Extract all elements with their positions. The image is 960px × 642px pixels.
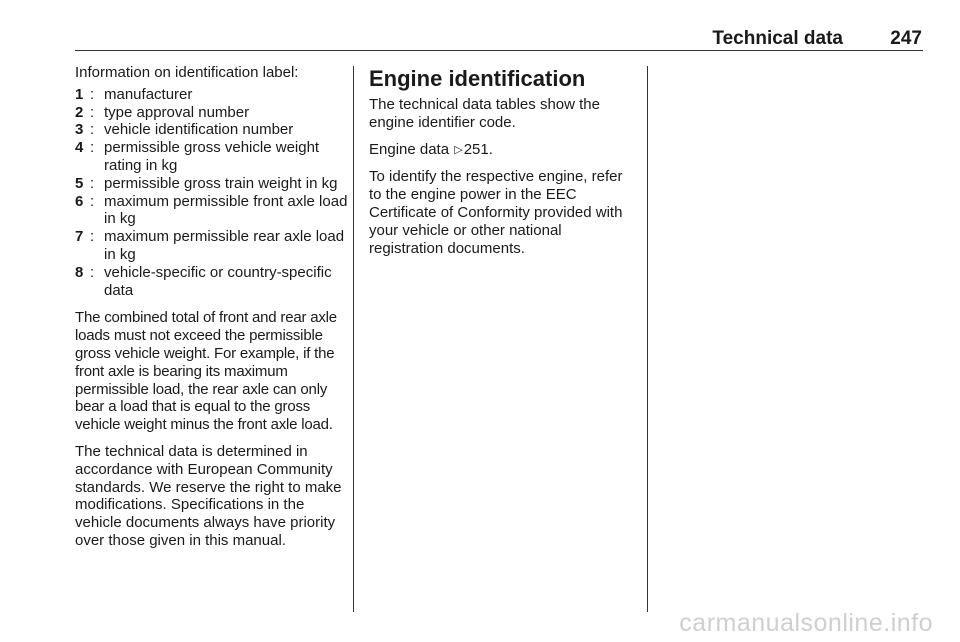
legend-number: 6 [75, 192, 84, 210]
legend-colon: : [90, 139, 95, 157]
middle-column [369, 66, 631, 266]
engine-data-page-link[interactable]: 251. [463, 140, 493, 158]
legend-colon: : [90, 103, 95, 121]
engine-data-reference [369, 141, 631, 160]
legend-item [75, 139, 351, 175]
legend-item [75, 104, 351, 122]
legend-text: vehicle identification number [104, 121, 294, 139]
legend-colon: : [90, 192, 95, 210]
section-heading: Engine identification [369, 66, 586, 91]
legend-text: vehicle-specific or country-specific data [104, 263, 332, 299]
legend-text: maximum permissible rear axle load in kg [104, 228, 345, 263]
legend-item [75, 264, 351, 300]
legend-number: 1 [75, 85, 84, 103]
engine-data-label: Engine data [369, 140, 450, 158]
legend-text: type approval number [104, 103, 250, 121]
legend-number: 4 [75, 139, 84, 157]
legend-colon: : [90, 121, 95, 139]
watermark: carmanualsonline.info [679, 609, 933, 637]
legend-number: 3 [75, 121, 84, 139]
legend-item [75, 193, 351, 229]
legend-colon: : [90, 263, 95, 281]
legend-item [75, 121, 351, 139]
legend-number: 8 [75, 263, 84, 281]
legend-number: 7 [75, 228, 84, 246]
page-header-title: Technical data [712, 28, 843, 49]
left-column [75, 64, 351, 559]
legend-text: maximum permissible front axle load in kg [104, 192, 348, 228]
header-rule [75, 50, 923, 51]
legend-item [75, 175, 351, 193]
axle-load-paragraph: The combined total of front and rear axle loads must not exceed the permissible gross vehicle weight. For example, if the front axle is bearing its maximum permissible load, the rear axle can only bear a load that is equal to the gross vehicle weight minus the front axle load. [75, 309, 337, 434]
legend-text: permissible gross vehicle weight rating in kg [104, 139, 320, 174]
legend-number: 2 [75, 103, 84, 121]
label-legend-list [75, 86, 351, 300]
standards-paragraph: The technical data is determined in accordance with European Community standards. We reserve the right to make modifications. Specifications in the vehicle documents always have priority over those given in this manual. [75, 442, 342, 549]
legend-item [75, 86, 351, 104]
legend-number: 5 [75, 174, 84, 192]
legend-item [75, 228, 351, 264]
legend-colon: : [90, 174, 95, 192]
label-intro: Information on identification label: [75, 64, 299, 81]
column-divider [647, 66, 648, 612]
legend-text: permissible gross train weight in kg [104, 174, 338, 192]
engine-code-paragraph: The technical data tables show the engine identifier code. [369, 96, 600, 131]
page-reference-arrow-icon: ▷ [454, 143, 463, 156]
legend-colon: : [90, 228, 95, 246]
legend-text: manufacturer [104, 85, 193, 103]
page-number: 247 [890, 28, 922, 49]
legend-colon: : [90, 85, 95, 103]
engine-identify-paragraph: To identify the respective engine, refer to the engine power in the EEC Certificate of Conformity provided with your vehicle or other national registration documents. [369, 168, 623, 257]
column-divider [353, 66, 354, 612]
